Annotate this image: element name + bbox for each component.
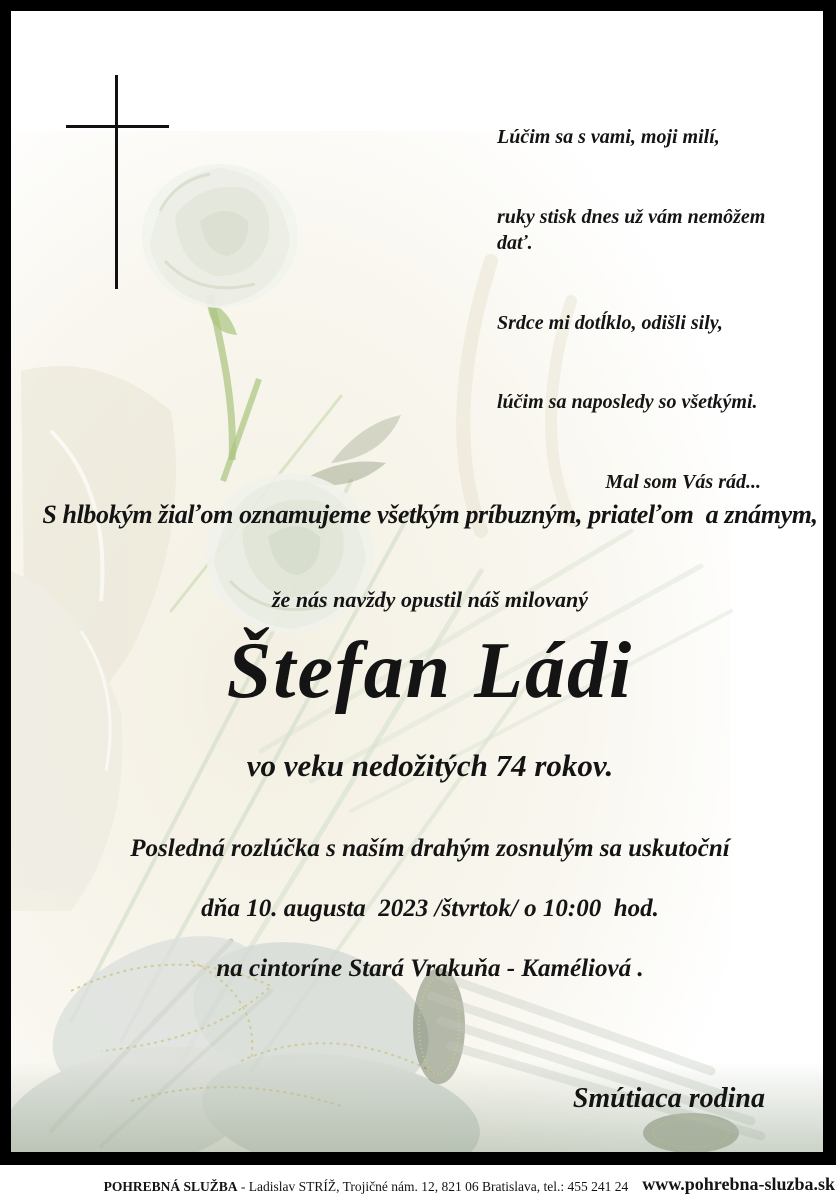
- notice-canvas: [11, 11, 823, 1152]
- deceased-name: Štefan Ládi: [226, 627, 634, 715]
- funeral-detail-line-3: na cintoríne Stará Vrakuňa - Kaméliová .: [216, 955, 644, 982]
- announcement-line-1: S hlbokým žiaľom oznamujeme všetkým príbuzným, priateľom a známym,: [42, 500, 818, 529]
- cross-icon: [115, 75, 118, 289]
- funeral-service-details: - Ladislav STRÍŽ, Trojičné nám. 12, 821 06 Bratislava, tel.: 455 241 24: [237, 1179, 629, 1194]
- farewell-poem: [497, 71, 789, 548]
- announcement-line-2: že nás navždy opustil náš milovaný: [272, 587, 588, 612]
- poem-line: Mal som Vás rád...: [605, 470, 761, 493]
- footer: [0, 1165, 835, 1200]
- funeral-service-name: POHREBNÁ SLUŽBA: [103, 1179, 238, 1194]
- funeral-detail-line-2: dňa 10. augusta 2023 /štvrtok/ o 10:00 hod.: [201, 895, 659, 922]
- mourning-family-signature: Smútiaca rodina: [572, 1083, 765, 1114]
- cross-icon-bar: [66, 125, 169, 128]
- poem-line: Srdce mi dotĺklo, odišli sily,: [497, 311, 723, 334]
- deceased-age-line: vo veku nedožitých 74 rokov.: [246, 748, 614, 783]
- funeral-detail-line-1: Posledná rozlúčka s naším drahým zosnulým sa uskutoční: [130, 835, 730, 862]
- poem-line: lúčim sa naposledy so všetkými.: [497, 391, 758, 413]
- poem-line: Lúčim sa s vami, moji milí,: [497, 126, 720, 148]
- poem-line: ruky stisk dnes už vám nemôžem dať.: [497, 205, 771, 254]
- funeral-service-contact: [104, 1179, 629, 1195]
- funeral-service-website: www.pohrebna-sluzba.sk: [642, 1174, 835, 1194]
